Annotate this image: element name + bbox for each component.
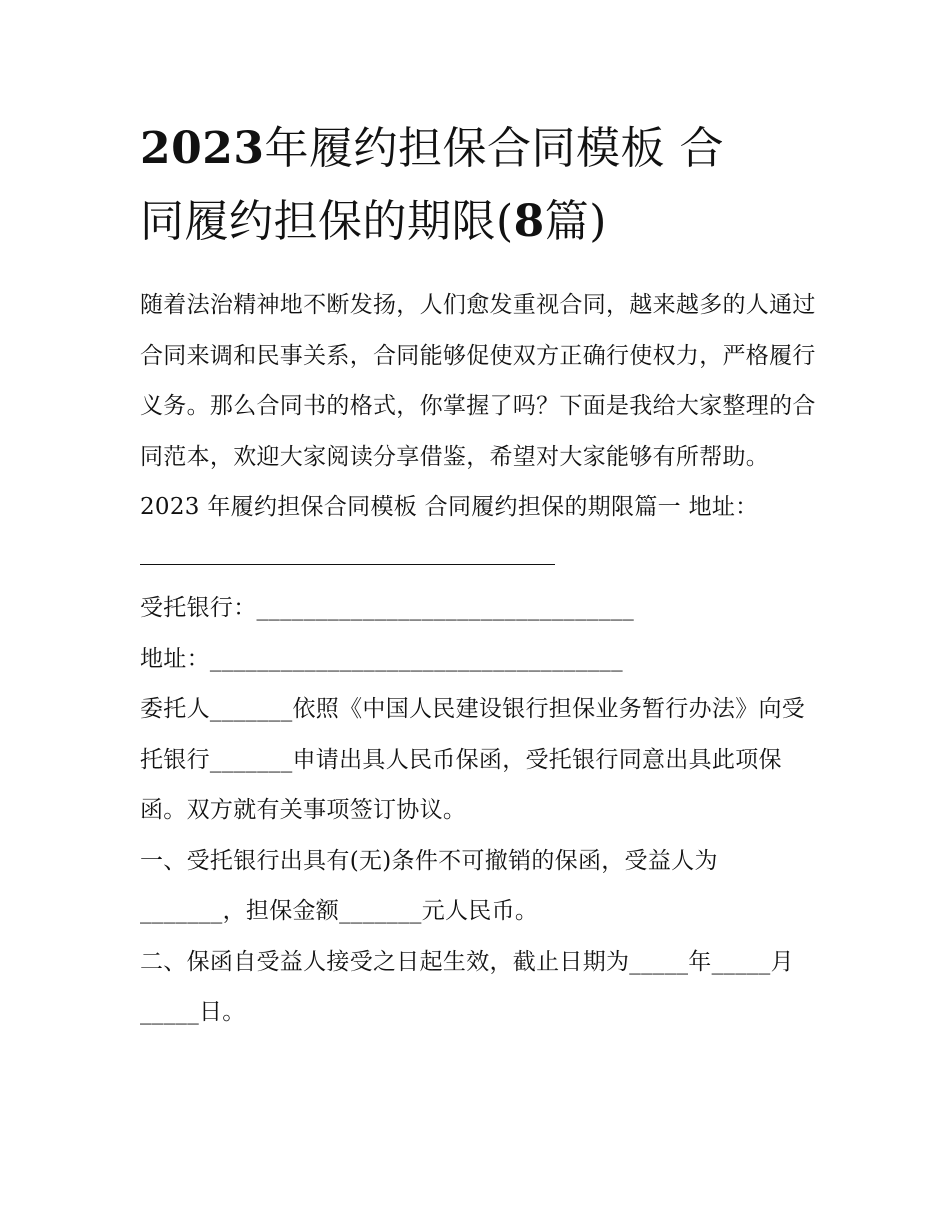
entrust-paragraph: 委托人_______依照《中国人民建设银行担保业务暂行办法》向受托银行_______申请出具人民币保函，受托银行同意出具此项保函。双方就有关事项签订协议。 bbox=[140, 696, 806, 823]
title-line2-b: 篇) bbox=[544, 196, 607, 247]
section-heading: 2023 年履约担保合同模板 合同履约担保的期限篇一 地址： bbox=[140, 494, 759, 520]
title-count: 8 bbox=[513, 196, 545, 247]
clause-2: 二、保函自受益人接受之日起生效，截止日期为_____年_____月_____日。 bbox=[140, 948, 794, 1025]
bank-line: 受托银行：________________________________ bbox=[140, 595, 635, 621]
blank-underline bbox=[140, 564, 555, 565]
title-line2-a: 同履约担保的期限( bbox=[140, 196, 514, 247]
title-line1-rest: 年履约担保合同模板 合 bbox=[264, 123, 724, 174]
address-blank-line bbox=[140, 533, 820, 584]
address-line: 地址：___________________________________ bbox=[140, 645, 623, 672]
document-title bbox=[140, 112, 820, 258]
title-year: 2023 bbox=[140, 123, 265, 174]
intro-paragraph: 随着法治精神地不断发扬，人们愈发重视合同，越来越多的人通过合同来调和民事关系，合同能够促使双方正确行使权力，严格履行义务。那么合同书的格式，你掌握了吗？下面是我给大家整理的合同范本，欢迎大家阅读分享借鉴，希望对大家能够有所帮助。 bbox=[140, 292, 816, 470]
clause-1: 一、受托银行出具有(无)条件不可撤销的保函，受益人为_______，担保金额_______元人民币。 bbox=[140, 847, 718, 924]
